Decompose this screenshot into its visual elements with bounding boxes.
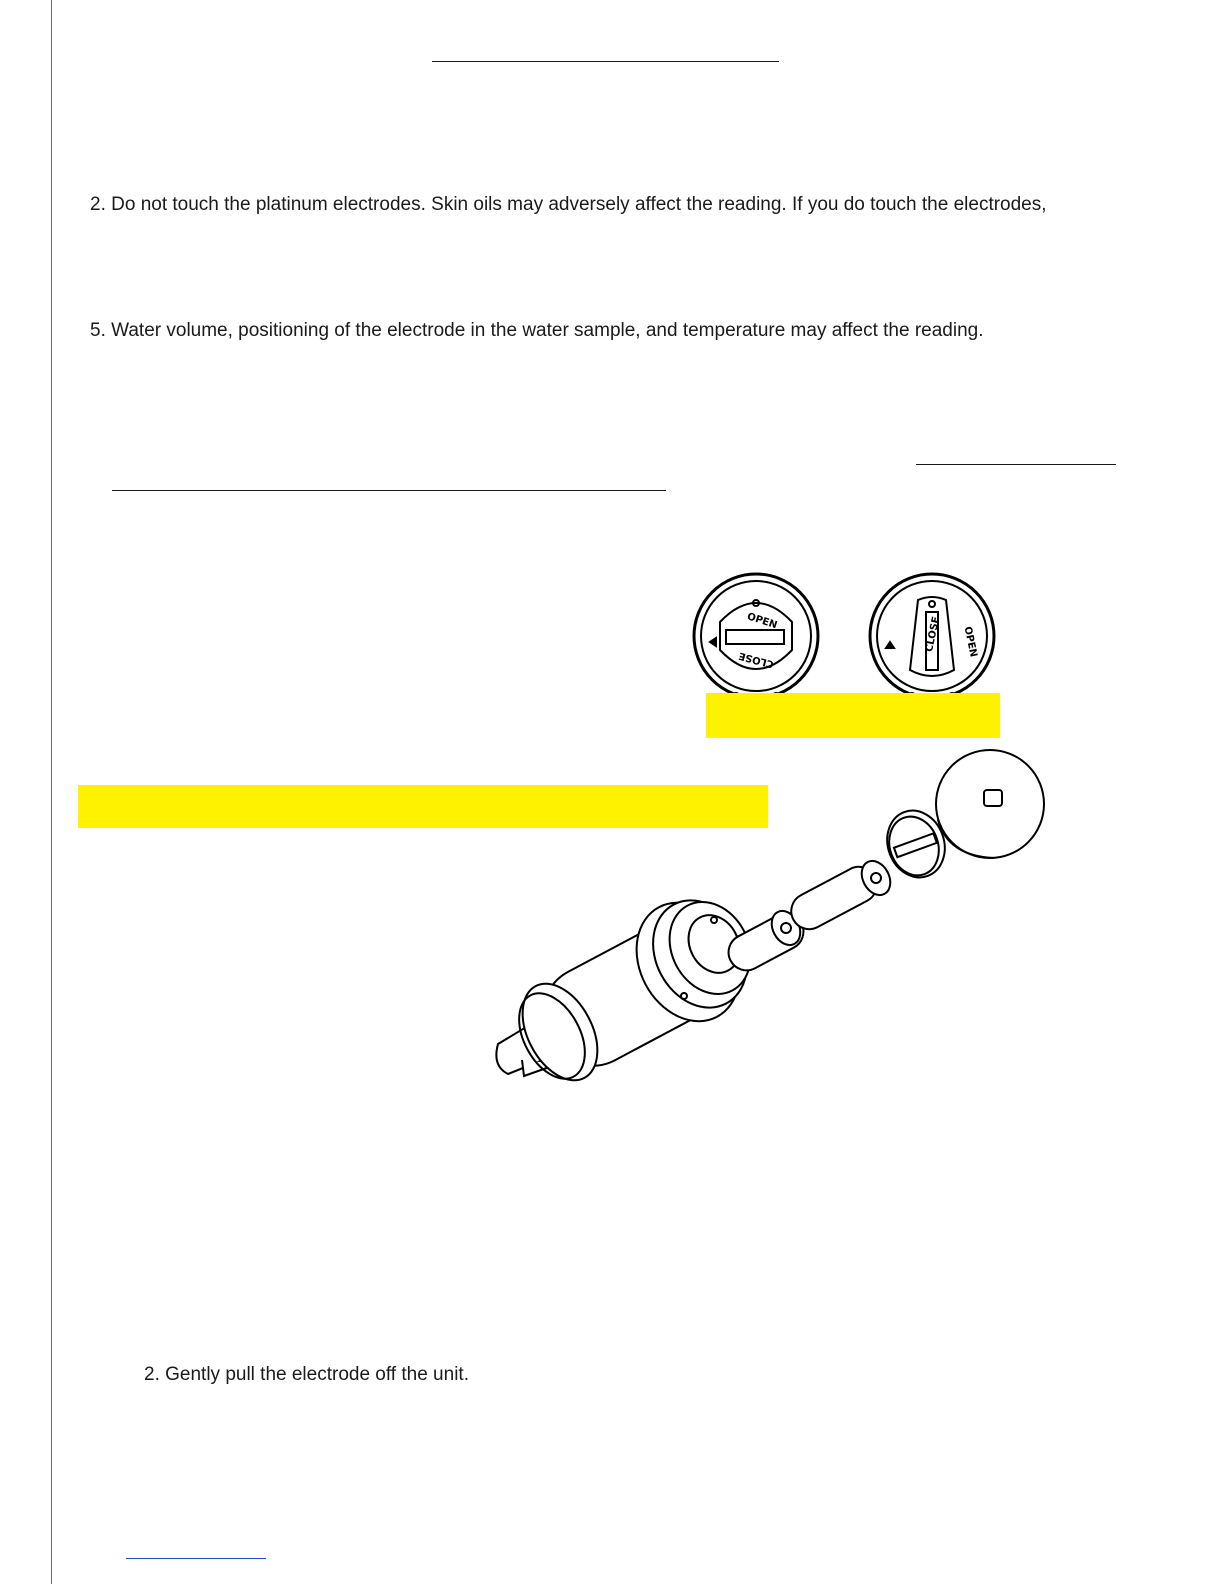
link-underline-right [916,464,1116,465]
left-cap-open-label: OPEN [745,611,779,632]
battery-cap-illustrations [690,570,1002,705]
page-margin-rule [51,0,52,1584]
battery-cover-cap-icon [936,750,1044,858]
link-underline-left [112,490,666,491]
footer-link-underline[interactable] [126,1558,266,1559]
heading-underline [432,61,779,62]
caption-highlight-caps [706,693,1000,738]
battery-cap-closed-icon [694,574,818,699]
instruction-item-5: 5. Water volume, positioning of the electrode in the water sample, and temperature may affect the reading. [90,320,984,341]
battery-cap-open-icon [870,574,994,699]
electrode-removal-step-2: 2. Gently pull the electrode off the unit. [144,1364,469,1385]
meter-body-icon [496,884,766,1084]
battery-installation-diagram [488,744,1058,1084]
right-cap-close-label: CLOSE [924,615,943,654]
instruction-item-2: 2. Do not touch the platinum electrodes. Skin oils may adversely affect the reading. If you do touch the electrodes, [90,194,1047,215]
battery-right-icon [785,856,896,935]
left-cap-close-label: CLOSE [737,649,776,670]
right-cap-open-label: OPEN [961,625,979,659]
